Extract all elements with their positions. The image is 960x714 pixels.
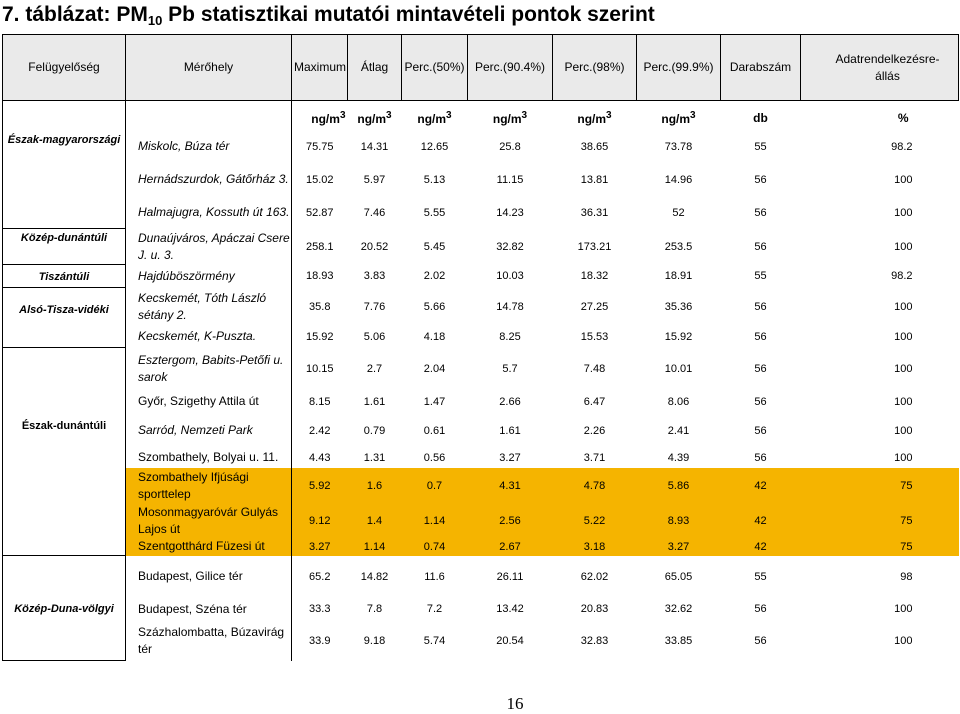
site-name: Kecskemét, Tóth László sétány 2. — [126, 288, 292, 326]
value-pct: 75 — [801, 504, 959, 538]
value-p904: 26.11 — [496, 570, 524, 583]
value-p904: 25.8 — [499, 140, 521, 153]
value-avg: 5.06 — [363, 330, 386, 343]
table-row — [3, 348, 959, 390]
value-max: 258.1 — [305, 240, 334, 253]
table-row-highlighted — [3, 538, 959, 556]
value-p999: 73.78 — [664, 140, 693, 153]
value-p904: 11.15 — [496, 173, 524, 186]
site-name: Százhalombatta, Búzavirág tér — [126, 621, 292, 661]
col-header-maximum: Maximum — [292, 35, 348, 101]
units-row — [3, 101, 959, 131]
value-p50: 5.13 — [423, 173, 446, 186]
value-avg: 14.82 — [360, 570, 389, 583]
table-row — [3, 621, 959, 661]
value-p50: 0.74 — [402, 538, 468, 556]
table-row — [3, 326, 959, 348]
value-avg: 7.46 — [363, 206, 386, 219]
table-row — [3, 288, 959, 326]
value-max: 35.8 — [309, 300, 331, 313]
value-p999: 3.27 — [637, 538, 721, 556]
table-row — [3, 390, 959, 414]
value-p999: 52 — [672, 206, 685, 219]
value-pct: 98.2 — [891, 140, 913, 153]
value-pct: 75 — [801, 468, 959, 504]
units-site-spacer — [126, 101, 292, 131]
site-name: Halmajugra, Kossuth út 163. — [126, 197, 292, 229]
value-p50: 0.7 — [402, 468, 468, 504]
value-avg: 7.76 — [363, 300, 386, 313]
site-name: Szentgotthárd Füzesi út — [126, 538, 292, 556]
value-p904: 5.7 — [502, 362, 518, 375]
value-max: 33.3 — [309, 603, 331, 615]
col-header-adatrendelkezesre: Adatrendelkezésre-állás — [801, 35, 959, 101]
value-max: 18.93 — [305, 270, 334, 282]
value-avg: 3.83 — [363, 270, 386, 282]
value-max: 8.15 — [309, 395, 331, 408]
value-p904: 32.82 — [496, 240, 524, 253]
region-eszak-dunantuli — [3, 348, 126, 556]
table-row — [3, 163, 959, 197]
value-pct: 100 — [894, 362, 913, 375]
value-db: 56 — [754, 603, 767, 615]
value-avg: 1.4 — [348, 504, 402, 538]
value-pct: 75 — [801, 538, 959, 556]
value-db: 56 — [754, 206, 767, 219]
site-name: Budapest, Széna tér — [126, 598, 292, 621]
value-avg: 2.7 — [366, 362, 383, 375]
value-p50: 0.61 — [423, 424, 446, 437]
value-p50: 5.55 — [423, 206, 446, 219]
col-header-p999: Perc.(99.9%) — [637, 35, 721, 101]
table-row — [3, 265, 959, 288]
region-tiszantuli: Tiszántúli — [3, 265, 126, 288]
value-p904: 3.27 — [499, 451, 521, 464]
site-name: Győr, Szigethy Attila út — [126, 390, 292, 414]
site-name: Budapest, Gilice tér — [126, 556, 292, 598]
value-p98: 15.53 — [580, 330, 609, 343]
table-row — [3, 229, 959, 265]
value-avg: 7.8 — [366, 603, 383, 615]
table-row — [3, 448, 959, 468]
site-name: Dunaújváros, Apáczai Csere J. u. 3. — [126, 229, 292, 265]
col-header-atlag: Átlag — [348, 35, 402, 101]
value-p999: 15.92 — [664, 330, 693, 343]
value-p98: 18.32 — [580, 270, 609, 282]
value-p50: 5.66 — [423, 300, 446, 313]
value-max: 3.27 — [292, 538, 348, 556]
units-region-spacer — [3, 101, 126, 131]
value-p999: 35.36 — [664, 300, 693, 313]
value-p98: 38.65 — [580, 140, 609, 153]
value-avg: 5.97 — [363, 173, 386, 186]
value-p50: 5.74 — [423, 634, 446, 647]
value-db: 56 — [754, 395, 767, 408]
value-pct: 98.2 — [891, 270, 913, 282]
value-p999: 33.85 — [664, 634, 693, 647]
value-p98: 20.83 — [580, 603, 609, 615]
value-pct: 100 — [894, 173, 913, 186]
value-p50: 11.6 — [424, 570, 445, 583]
value-p50: 1.47 — [423, 395, 446, 408]
table-row — [3, 598, 959, 621]
unit-p98: $ng/m^3$ — [577, 109, 612, 126]
value-pct: 100 — [894, 603, 913, 615]
region-kozep-duna-volgyi-label: Közép-Duna-völgyi — [14, 602, 114, 615]
value-p999: 32.62 — [664, 603, 693, 615]
value-p999: 253.5 — [664, 240, 693, 253]
value-db: 56 — [754, 330, 767, 343]
value-p50: 1.14 — [402, 504, 468, 538]
value-avg: 20.52 — [360, 240, 389, 253]
region-eszak-dunantuli-label: Észak-dunántúli — [21, 420, 107, 432]
value-p98: 32.83 — [580, 634, 609, 647]
value-avg: 1.6 — [348, 468, 402, 504]
value-db: 56 — [754, 451, 767, 464]
value-db: 42 — [721, 538, 801, 556]
value-db: 56 — [754, 634, 767, 647]
table-row-highlighted — [3, 504, 959, 538]
site-name: Esztergom, Babits-Petőfi u. sarok — [126, 348, 292, 390]
value-p50: 4.18 — [423, 330, 446, 343]
value-max: 15.02 — [305, 173, 334, 186]
region-cell — [3, 197, 126, 229]
value-avg: 1.14 — [348, 538, 402, 556]
value-max: 52.87 — [305, 206, 334, 219]
value-p999: 4.39 — [667, 451, 690, 464]
value-avg: 1.61 — [363, 395, 386, 408]
unit-p904: $ng/m^3$ — [492, 109, 528, 126]
col-header-p904: Perc.(90.4%) — [468, 35, 553, 101]
value-p98: 36.31 — [580, 206, 609, 219]
unit-p999: $ng/m^3$ — [661, 109, 696, 126]
value-p98: 7.48 — [583, 362, 606, 375]
value-max: 10.15 — [305, 362, 334, 375]
value-p98: 4.78 — [553, 468, 637, 504]
value-p904: 13.42 — [496, 603, 524, 615]
unit-pct: % — [897, 110, 909, 125]
value-pct: 98 — [900, 570, 913, 583]
value-p904: 2.67 — [468, 538, 553, 556]
table-row — [3, 131, 959, 163]
value-p50: 2.04 — [423, 362, 446, 375]
value-p98: 173.21 — [577, 240, 612, 253]
value-avg: 9.18 — [363, 634, 386, 647]
value-p50: 0.56 — [423, 451, 446, 464]
value-db: 56 — [754, 362, 767, 375]
site-name: Kecskemét, K-Puszta. — [126, 326, 292, 348]
region-kozep-dunantuli: Közép-dunántúli — [3, 229, 126, 265]
col-header-p98: Perc.(98%) — [553, 35, 637, 101]
value-pct: 100 — [894, 206, 913, 219]
col-header-darabszam: Darabszám — [721, 35, 801, 101]
region-cell — [3, 163, 126, 197]
table-row — [3, 197, 959, 229]
value-p98: 3.71 — [583, 451, 606, 464]
value-db: 55 — [754, 570, 767, 583]
value-max: 5.92 — [292, 468, 348, 504]
value-p904: 4.31 — [468, 468, 553, 504]
value-p50: 7.2 — [426, 603, 443, 615]
unit-avg: $ng/m^3$ — [357, 109, 392, 126]
value-max: 65.2 — [309, 570, 331, 583]
value-max: 2.42 — [309, 424, 331, 437]
value-max: 4.43 — [309, 451, 331, 464]
value-pct: 100 — [894, 300, 913, 313]
value-pct: 100 — [894, 451, 913, 464]
value-pct: 100 — [894, 330, 913, 343]
value-p98: 62.02 — [580, 570, 609, 583]
value-avg: 14.31 — [360, 140, 389, 153]
value-p904: 2.56 — [468, 504, 553, 538]
value-db: 55 — [754, 270, 767, 282]
value-p98: 6.47 — [583, 395, 606, 408]
value-max: 33.9 — [309, 634, 331, 647]
value-p904: 14.23 — [496, 206, 524, 219]
col-header-merohely: Mérőhely — [126, 35, 292, 101]
value-avg: 1.31 — [363, 451, 386, 464]
value-db: 42 — [721, 468, 801, 504]
unit-max: $ng/m^3$ — [311, 109, 346, 126]
page-number: 16 — [506, 694, 524, 713]
value-pct: 100 — [894, 395, 913, 408]
statistics-table — [2, 34, 959, 661]
value-p999: 14.96 — [664, 173, 693, 186]
site-name: Hajdúböszörmény — [126, 265, 292, 288]
value-p999: 18.91 — [664, 270, 693, 282]
value-p50: 12.65 — [420, 140, 449, 153]
region-eszak-magyarorszagi: Észak-magyarországi — [3, 131, 126, 163]
value-db: 55 — [754, 140, 767, 153]
value-pct: 100 — [894, 424, 913, 437]
value-p904: 14.78 — [496, 300, 524, 313]
region-also-tisza-videki: Alsó-Tisza-vidéki — [3, 288, 126, 348]
value-p904: 10.03 — [496, 270, 524, 282]
site-name: Szombathely, Bolyai u. 11. — [126, 448, 292, 468]
value-p98: 27.25 — [580, 300, 609, 313]
value-p50: 2.02 — [423, 270, 446, 282]
value-p98: 2.26 — [583, 424, 606, 437]
value-p999: 2.41 — [667, 424, 690, 437]
value-avg: 0.79 — [363, 424, 386, 437]
value-p98: 5.22 — [553, 504, 637, 538]
value-p98: 3.18 — [553, 538, 637, 556]
unit-p50: $ng/m^3$ — [417, 109, 452, 126]
col-header-p50: Perc.(50%) — [402, 35, 468, 101]
value-p904: 20.54 — [496, 634, 524, 647]
value-p98: 13.81 — [580, 173, 609, 186]
site-name: Mosonmagyaróvár Gulyás Lajos út — [126, 504, 292, 538]
value-p999: 8.06 — [667, 395, 690, 408]
header-row — [3, 35, 959, 101]
value-p904: 1.61 — [499, 424, 521, 437]
value-max: 75.75 — [305, 140, 334, 153]
unit-db: db — [753, 110, 768, 125]
value-p50: 5.45 — [423, 240, 446, 253]
table-title: 7. táblázat: $PM_{10}$ Pb statisztikai mutatói mintavételi pontok szerint — [2, 3, 655, 28]
value-db: 42 — [721, 504, 801, 538]
value-max: 9.12 — [292, 504, 348, 538]
value-p999: 5.86 — [637, 468, 721, 504]
value-p999: 10.01 — [664, 362, 693, 375]
value-db: 56 — [754, 240, 767, 253]
site-name: Sarród, Nemzeti Park — [126, 414, 292, 448]
value-db: 56 — [754, 173, 767, 186]
site-name: Szombathely Ifjúsági sporttelep — [126, 468, 292, 504]
value-db: 56 — [754, 300, 767, 313]
value-db: 56 — [754, 424, 767, 437]
value-max: 15.92 — [305, 330, 334, 343]
col-header-felugyeloseg: Felügyelőség — [3, 35, 126, 101]
table-row — [3, 556, 959, 598]
site-name: Hernádszurdok, Gátőrház 3. — [126, 163, 292, 197]
value-p904: 8.25 — [499, 330, 521, 343]
region-kozep-duna-volgyi — [3, 556, 126, 661]
table-row-highlighted — [3, 468, 959, 504]
value-p999: 65.05 — [664, 570, 693, 583]
value-pct: 100 — [894, 634, 913, 647]
site-name: Miskolc, Búza tér — [126, 131, 292, 163]
value-p999: 8.93 — [637, 504, 721, 538]
table-row — [3, 414, 959, 448]
value-p904: 2.66 — [499, 395, 521, 408]
value-pct: 100 — [894, 240, 913, 253]
